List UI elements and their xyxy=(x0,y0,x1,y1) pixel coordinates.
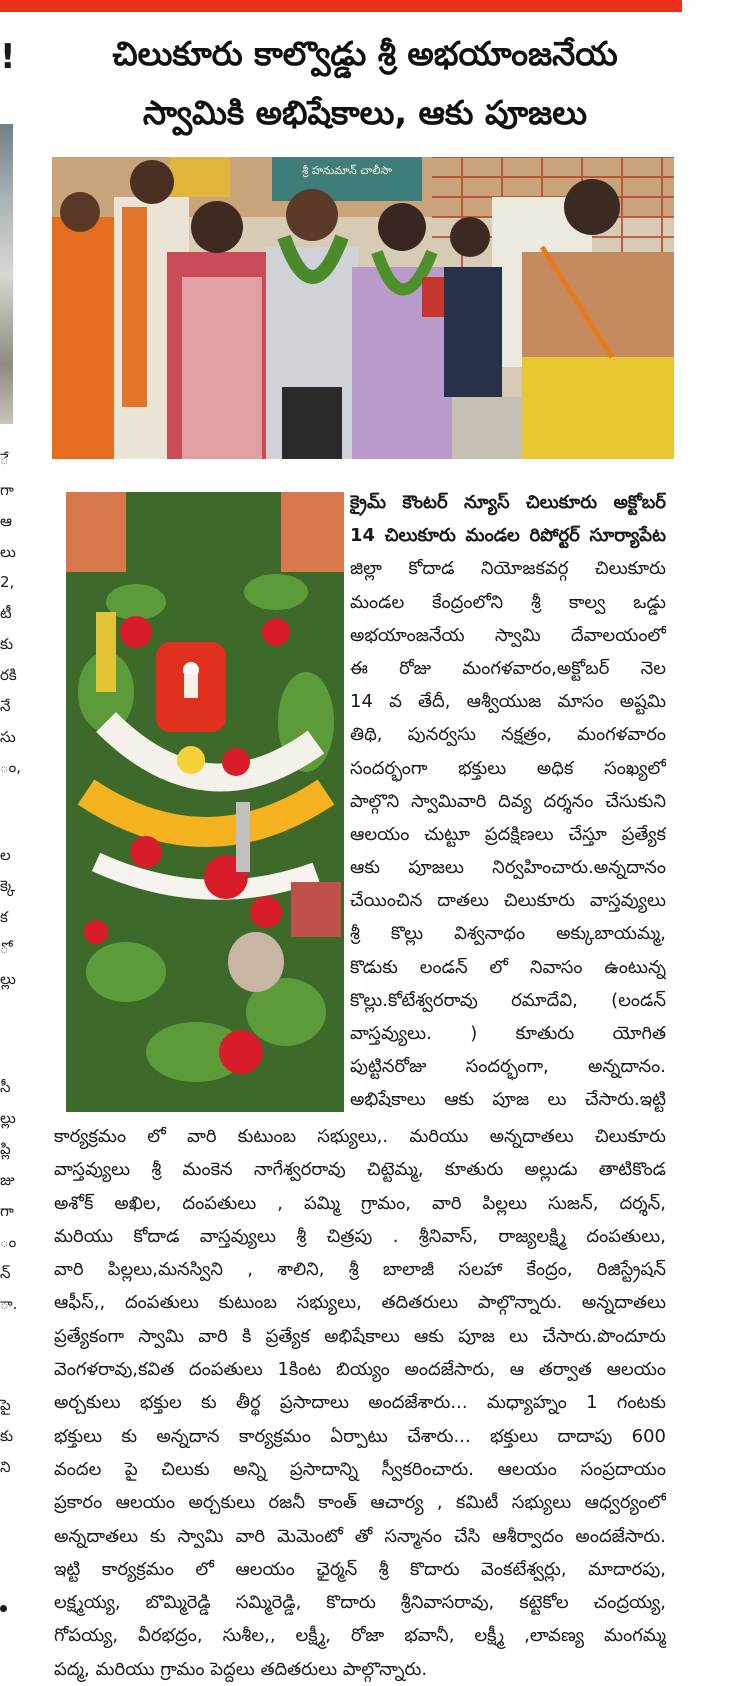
adjacent-text-fragment: జు xyxy=(0,1171,15,1189)
article-line: వారి పిల్లలు,మనస్విని , శాలిని, శ్రీ బాలాజీ సలహా కేంద్రం, రిజిస్ట్రేషన్ xyxy=(54,1259,666,1281)
adjacent-text-fragment: ం, xyxy=(0,758,22,776)
article-line: ప్రకారం ఆలయం అర్చకులు రజనీ కాంత్ ఆచార్య , కమిటీ సభ్యులు ఆధ్వర్యంలో xyxy=(54,1492,666,1514)
adjacent-column-fragment xyxy=(0,12,22,1684)
headline-line-1: చిలుకూరు కాల్వొడ్డు శ్రీ అభయాంజనేయ xyxy=(112,34,618,73)
article-line: పాల్గొని స్వామివారి దివ్య దర్శనం చేసుకుని xyxy=(350,790,666,812)
article-line: ఆలయం చుట్టూ ప్రదక్షిణలు చేస్తూ ప్రత్యేక xyxy=(350,823,666,845)
article-line: ప్రత్యేకంగా స్వామి వారి కి ప్రత్యేక అభిషేకాలు ఆకు పూజ లు చేసారు.పొందూరు xyxy=(54,1325,666,1347)
article-line: ఆకు పూజలు నిర్వహించారు.అన్నదానం xyxy=(350,857,666,879)
decorated-deity-photo xyxy=(66,492,344,1112)
article-line: లక్ష్మయ్య, బొమ్మిరెడ్డి సమ్మిరెడ్డి, కొదారు శ్రీనివాసరావు, కట్టెకోల చంద్రయ్య, xyxy=(54,1592,666,1614)
adjacent-text-fragment: ల్లు xyxy=(0,970,16,988)
top-accent-bar xyxy=(0,0,682,12)
adjacent-bullet xyxy=(0,1605,7,1612)
adjacent-photo-edge xyxy=(0,124,13,424)
article-line: వెంగళరావు,కవిత దంపతులు 1కింట బియ్యం అందజేసారు, ఆ తర్వాత ఆలయం xyxy=(54,1359,666,1381)
adjacent-text-fragment: క xyxy=(0,908,8,926)
adjacent-text-fragment: గా xyxy=(0,481,14,499)
article-line: చేయించిన దాతలు చిలుకూరు వాస్తవ్యులు xyxy=(350,890,666,912)
adjacent-text-fragment: రకి xyxy=(0,666,17,684)
article-line: కొల్లు.కోటేశ్వరరావు రమాదేవి, (లండన్ xyxy=(350,989,666,1011)
article-line: ఇట్టి కార్యక్రమం లో ఆలయం ఛైర్మన్ శ్రీ కొదారు వెంకటేశ్వర్లు, మాదారపు, xyxy=(54,1558,666,1580)
adjacent-text-fragment: ఆ xyxy=(0,512,12,530)
article-line: జిల్లా కోదాడ నియోజకవర్గ చిలుకూరు xyxy=(350,558,666,580)
adjacent-text-fragment: న్ xyxy=(0,1264,11,1282)
adjacent-text-fragment: గా xyxy=(0,1202,14,1220)
adjacent-text-fragment: ని xyxy=(0,1458,11,1476)
article-line: వాస్తవ్యులు శ్రీ మంకెన నాగేశ్వరరావు చిట్టెమ్మ, కూతురు అల్లుడు తాటికొండ xyxy=(54,1159,666,1181)
article-line: వందల పై చిలుకు అన్ని ప్రసాదాన్ని స్వీకరించారు. ఆలయం సంప్రదాయం xyxy=(54,1458,666,1480)
article-line: అభిషేకాలు ఆకు పూజ లు చేసారు.ఇట్టి xyxy=(350,1089,666,1111)
article-line: భక్తులు కు అన్నదాన కార్యక్రమం ఏర్పాటు చేశారు... భక్తులు దాదాపు 600 xyxy=(54,1425,666,1447)
article-line: పుట్టినరోజు సందర్భంగా, అన్నదానం. xyxy=(350,1056,666,1078)
article-line: అభయాంజనేయ స్వామి దేవాలయంలో xyxy=(350,624,666,646)
devotees-group-photo xyxy=(52,157,674,459)
article-line: అన్నదాతలు కు స్వామి వారి మెమెంటో తో సన్మానం చేసి ఆశీర్వాదం అందజేసారు. xyxy=(54,1525,666,1547)
article-line: కొడుకు లండన్ లో నివాసం ఉంటున్న xyxy=(350,956,666,978)
adjacent-text-fragment: ే xyxy=(0,450,9,468)
article-line: తిథి, పునర్వసు నక్షత్రం, మంగళవారం xyxy=(350,724,666,746)
adjacent-text-fragment: కు xyxy=(0,1427,14,1445)
adjacent-exclamation: ! xyxy=(0,37,16,77)
article-line: మండల కేంద్రంలోని శ్రీ కాల్వ ఒడ్డు xyxy=(350,591,666,613)
article-line: ఆఫీస్,, దంపతులు కుటుంబ సభ్యులు, తదితరులు పాల్గొన్నారు. అన్నదాతలు xyxy=(54,1292,666,1314)
article-line: అశోక్ అఖిల, దంపతులు , పమ్మి గ్రామం, వారి పిల్లలు సుజన్, దర్శన్, xyxy=(54,1192,666,1214)
adjacent-text-fragment: కు xyxy=(0,635,14,653)
adjacent-text-fragment: ల xyxy=(0,846,11,864)
adjacent-text-fragment: లు xyxy=(0,543,16,561)
adjacent-text-fragment: సీ xyxy=(0,1078,11,1096)
article-body-full-width xyxy=(54,1120,666,1686)
article-line: పద్మ, మరియు గ్రామం పెద్దలు తదితరులు పాల్గొన్నారు. xyxy=(54,1658,428,1680)
article-line: 14 చిలుకూరు మండల రిపోర్టర్ సూర్యాపేట xyxy=(350,525,666,547)
headline-line-2: స్వామికి అభిషేకాలు, ఆకు పూజలు xyxy=(142,93,588,132)
article-body-column xyxy=(350,486,666,1117)
article-line: శ్రీ కొల్లు విశ్వనాథం అక్కుబాయమ్మ, xyxy=(350,923,666,945)
adjacent-text-fragment: ో xyxy=(0,939,9,957)
article-line: మరియు కోదాడ వాస్తవ్యులు శ్రీ చిత్రపు . శ్రీనివాస్, రాజ్యలక్ష్మి దంపతులు, xyxy=(54,1225,666,1247)
article-line: కార్యక్రమం లో వారి కుటుంబ సభ్యులు,. మరియు అన్నదాతలు చిలుకూరు xyxy=(54,1126,666,1147)
adjacent-text-fragment: ం xyxy=(0,1233,17,1251)
article-line: ఈ రోజు మంగళవారం,అక్టోబర్ నెల xyxy=(350,657,666,679)
photo1-banner-text: శ్రీ హనుమాన్ చాలీసా xyxy=(302,164,392,177)
adjacent-text-fragment: ా. xyxy=(0,1295,18,1313)
adjacent-text-fragment: సు xyxy=(0,728,16,746)
article-line: 14 వ తేదీ, ఆశ్వీయుజ మాసం అష్టమి xyxy=(350,691,666,713)
adjacent-text-fragment: నే xyxy=(0,697,11,715)
article-line: క్రైమ్ కౌంటర్ న్యూస్ చిలుకూరు అక్టోబర్ xyxy=(350,492,666,513)
adjacent-text-fragment: క్కె xyxy=(0,877,16,895)
adjacent-text-fragment: ప్లి xyxy=(0,1140,11,1158)
article-line: వాస్తవ్యులు. ) కూతురు యోగిత xyxy=(350,1023,666,1044)
article-line: అర్చకులు భక్తుల కు తీర్థ ప్రసాదాలు అందజేశారు... మధ్యాహ్నం 1 గంటకు xyxy=(54,1392,666,1414)
adjacent-text-fragment: టీ xyxy=(0,604,12,622)
article-line: సందర్భంగా భక్తులు అధిక సంఖ్యలో xyxy=(350,757,666,779)
adjacent-text-fragment: 2, xyxy=(0,573,15,591)
adjacent-text-fragment: పై xyxy=(0,1396,11,1414)
article-line: గోపయ్య, వీరభద్రం, సుశీల,, లక్ష్మీ, రోజా భవానీ, లక్ష్మీ ,లావణ్య మంగమ్మ xyxy=(54,1625,666,1647)
adjacent-text-fragment: ల్లు xyxy=(0,1109,16,1127)
